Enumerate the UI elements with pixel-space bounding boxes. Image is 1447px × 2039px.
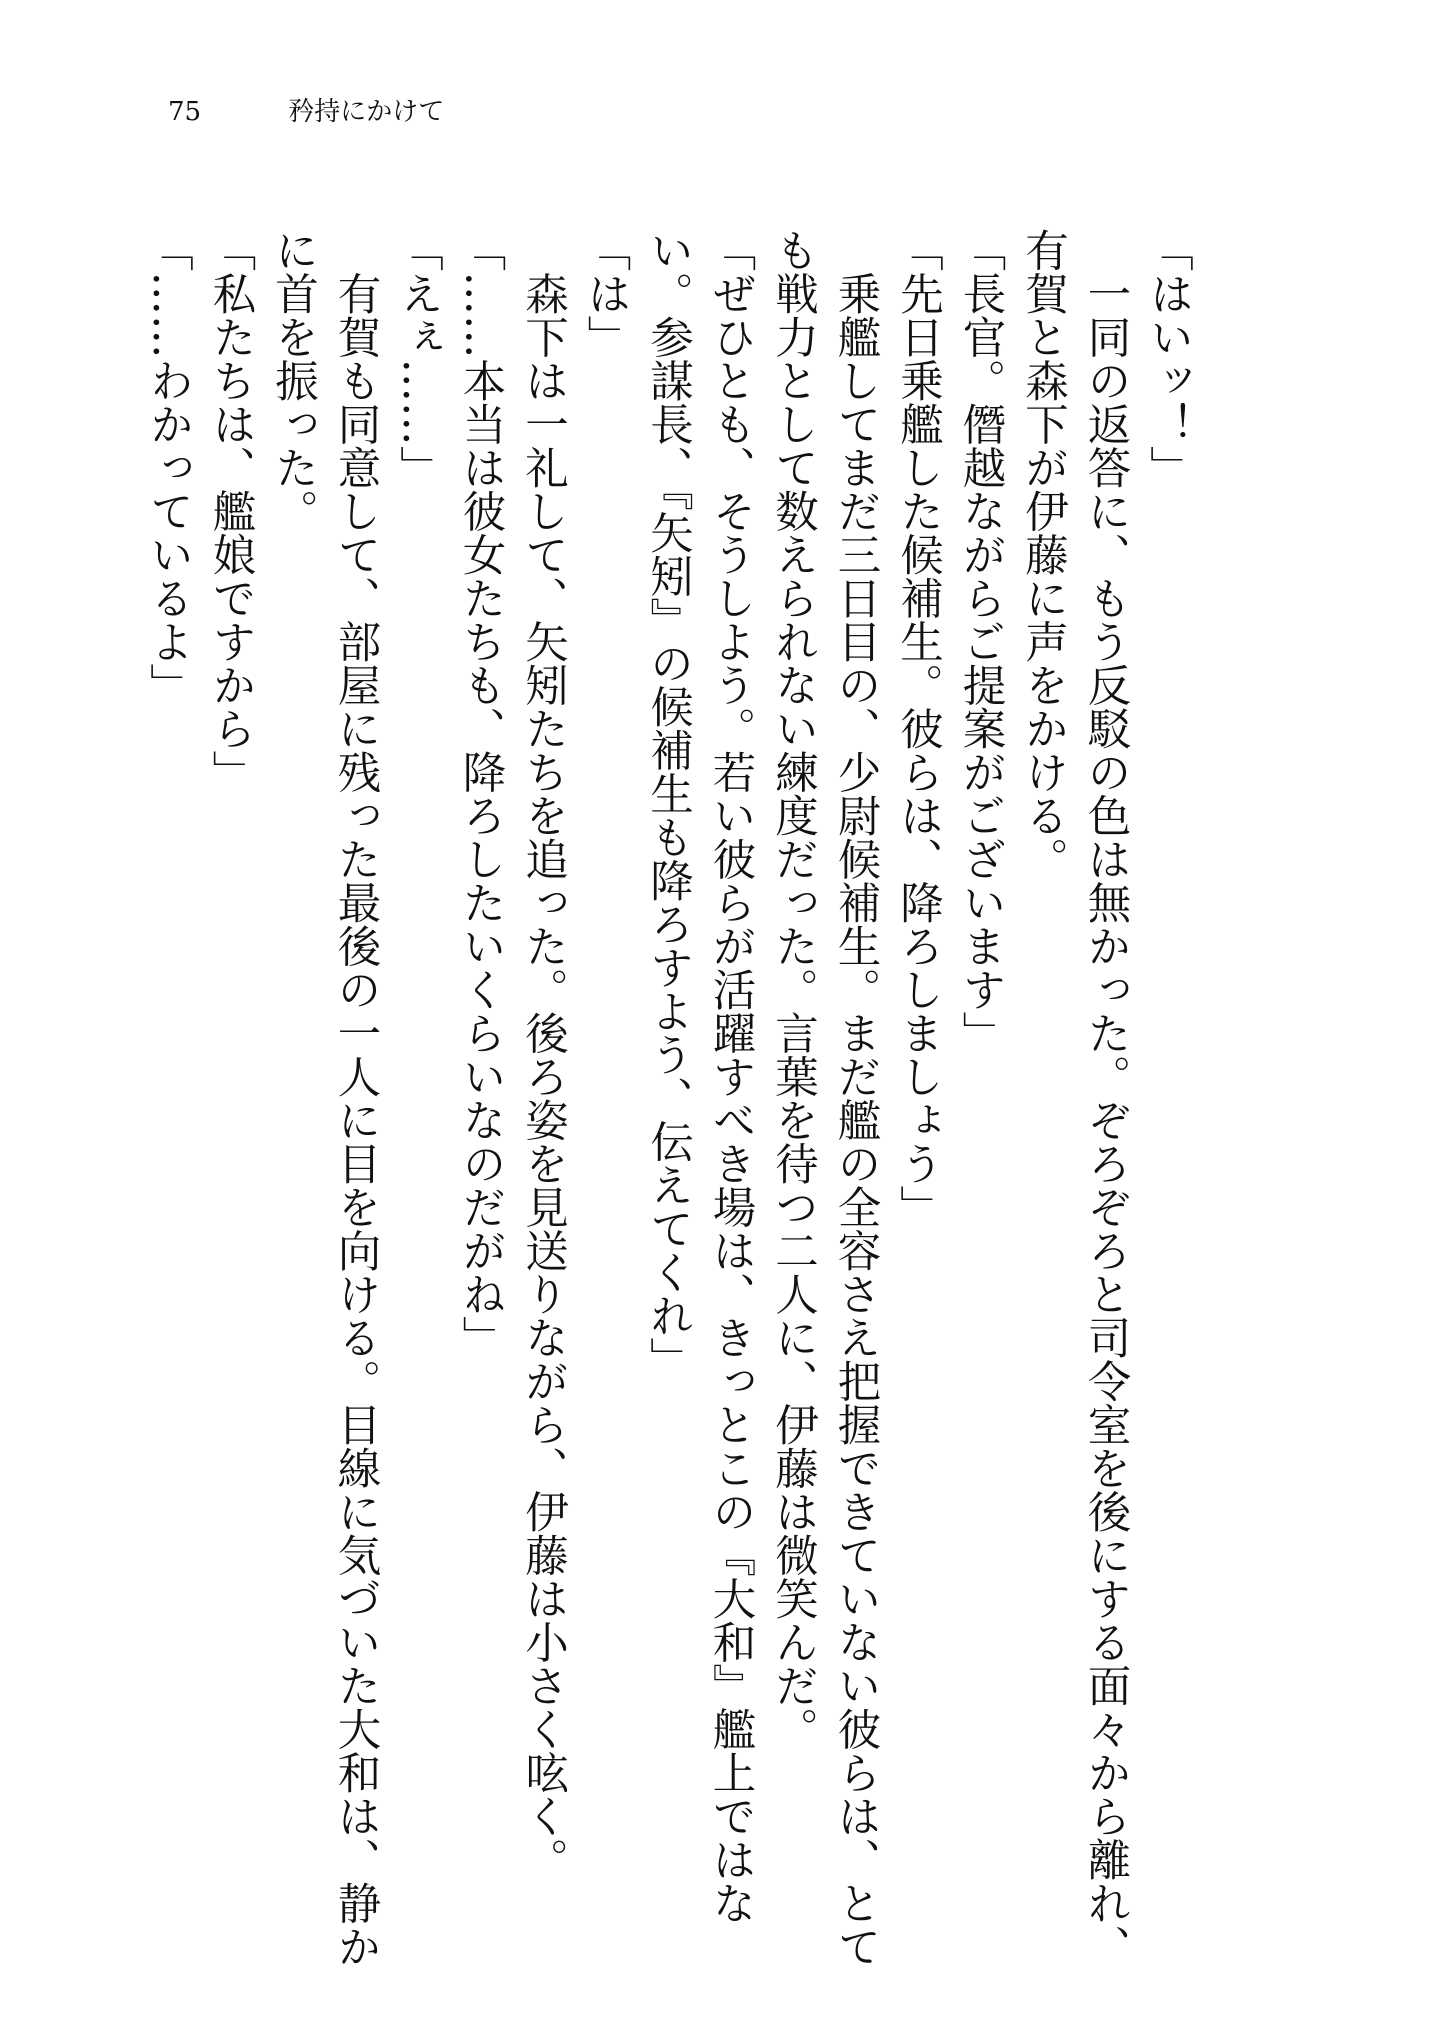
- paragraph: 「はいッ！」: [1143, 228, 1193, 489]
- paragraph: 有賀も同意して、部屋に残った最後の一人に目を向ける。目線に気づいた大和は、静かに首を振った。: [268, 228, 381, 1968]
- paragraph: 「……本当は彼女たちも、降ろしたいくらいなのだがね」: [455, 228, 506, 1359]
- paragraph: 「長官。僭越ながらご提案がございます」: [955, 228, 1006, 1055]
- vertical-body-text: [143, 228, 1199, 1968]
- chapter-title: 矜持にかけて: [288, 97, 445, 127]
- page-header: [168, 92, 444, 132]
- paragraph: 森下は一礼して、矢矧たちを追った。後ろ姿を見送りながら、伊藤は小さく呟く。: [518, 228, 568, 1881]
- paragraph: 一同の返答に、もう反駁の色は無かった。ぞろぞろと司令室を後にする面々から離れ、有賀と森下が伊藤に声をかける。: [1018, 228, 1131, 1968]
- paragraph: 乗艦してまだ三日目の、少尉候補生。まだ艦の全容さえ把握できていない彼らは、とても戦力として数えられない練度だった。言葉を待つ二人に、伊藤は微笑んだ。: [768, 228, 881, 1968]
- page-number: 75: [168, 97, 202, 127]
- paragraph: 「先日乗艦した候補生。彼らは、降ろしましょう」: [893, 228, 943, 1229]
- paragraph: 「ぜひとも、そうしよう。若い彼らが活躍すべき場は、きっとこの『大和』艦上ではない。参謀長、『矢矧』の候補生も降ろすよう、伝えてくれ」: [643, 228, 756, 1925]
- paragraph: 「は」: [580, 228, 631, 359]
- paragraph: 「……わかっているよ」: [143, 228, 193, 707]
- paragraph: 「私たちは、艦娘ですから」: [205, 228, 256, 794]
- paragraph: 「えぇ……」: [393, 228, 443, 489]
